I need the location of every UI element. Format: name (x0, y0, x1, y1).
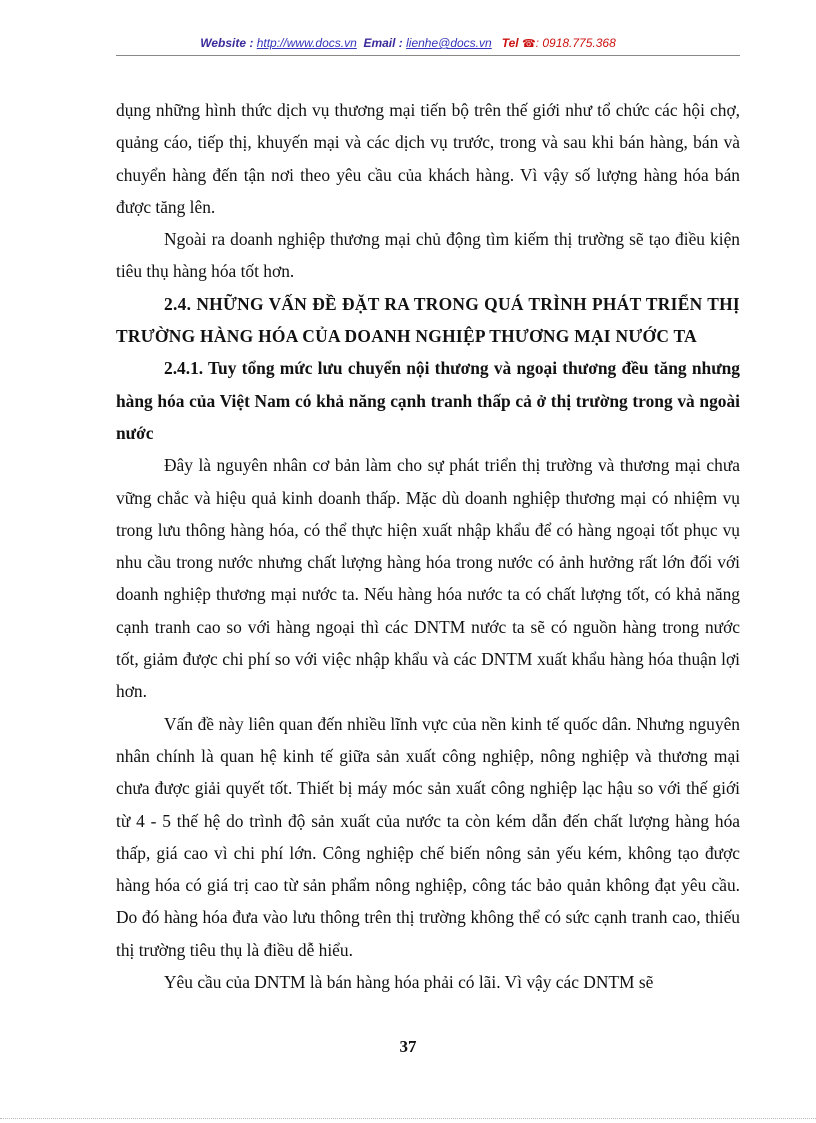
email-label: Email (363, 36, 396, 50)
header-divider (116, 55, 740, 56)
tel-number: 0918.775.368 (542, 36, 616, 50)
paragraph: Yêu cầu của DNTM là bán hàng hóa phải có lãi. Vì vậy các DNTM sẽ (164, 972, 654, 993)
website-separator: : (246, 36, 257, 50)
document-body (116, 94, 740, 998)
paragraph: Ngoài ra doanh nghiệp thương mại chủ động tìm kiếm thị trường sẽ tạo điều kiện tiêu thụ hàng hóa tốt hơn. (116, 229, 740, 282)
section-heading: 2.4. NHỮNG VẤN ĐỀ ĐẶT RA TRONG QUÁ TRÌNH PHÁT TRIỂN THỊ TRƯỜNG HÀNG HÓA CỦA DOANH NGHIỆP THƯƠNG MẠI NƯỚC TA (116, 293, 740, 347)
subsection-heading: 2.4.1. Tuy tổng mức lưu chuyển nội thương và ngoại thương đều tăng nhưng hàng hóa của Việt Nam có khả năng cạnh tranh thấp cả ở thị trường trong và ngoài nước (116, 358, 740, 443)
website-link[interactable]: http://www.docs.vn (256, 36, 357, 50)
paragraph-continued: dụng những hình thức dịch vụ thương mại tiến bộ trên thế giới như tổ chức các hội chợ, quảng cáo, tiếp thị, khuyến mại và các dịch vụ trước, trong và sau khi bán hàng, bán và chuyển hàng đến tận nơi theo yêu cầu của khách hàng. Vì vậy số lượng hàng hóa bán được tăng lên. (116, 100, 740, 217)
page-number: 37 (399, 1037, 417, 1056)
website-label: Website (200, 36, 247, 50)
tel-separator: : (535, 36, 543, 50)
paragraph: Vấn đề này liên quan đến nhiều lĩnh vực của nền kinh tế quốc dân. Nhưng nguyên nhân chính là quan hệ kinh tế giữa sản xuất công nghiệp, nông nghiệp và thương mại chưa được giải quyết tốt. Thiết bị máy móc sản xuất công nghiệp lạc hậu so với thế giới từ 4 - 5 thế hệ do trình độ sản xuất của nước ta còn kém dẫn đến chất lượng hàng hóa thấp, giá cao vì chi phí lớn. Công nghiệp chế biến nông sản yếu kém, không tạo được hàng hóa có giá trị cao từ sản phẩm nông nghiệp, công tác bảo quản không đạt yêu cầu. Do đó hàng hóa đưa vào lưu thông trên thị trường không thể có sức cạnh tranh cao, thiếu thị trường tiêu thụ là điều dễ hiểu. (116, 713, 740, 960)
phone-icon: ☎ (521, 38, 536, 50)
page-header (0, 36, 816, 50)
paragraph: Đây là nguyên nhân cơ bản làm cho sự phát triển thị trường và thương mại chưa vững chắc và hiệu quả kinh doanh thấp. Mặc dù doanh nghiệp thương mại có nhiệm vụ trong lưu thông hàng hóa, có thể thực hiện xuất nhập khẩu để có hàng ngoại tốt phục vụ nhu cầu trong nước nhưng chất lượng hàng hóa trong nước có ảnh hưởng rất lớn đối với doanh nghiệp thương mại nước ta. Nếu hàng hóa nước ta có chất lượng tốt, có khả năng cạnh tranh cao so với hàng ngoại thì các DNTM nước ta sẽ có nguồn hàng trong nước tốt, giảm được chi phí so với việc nhập khẩu và các DNTM xuất khẩu hàng hóa thuận lợi hơn. (116, 455, 740, 702)
tel-label: Tel (501, 36, 519, 50)
email-separator: : (395, 36, 407, 50)
email-link[interactable]: lienhe@docs.vn (406, 36, 492, 50)
page-bottom-border (0, 1118, 816, 1119)
